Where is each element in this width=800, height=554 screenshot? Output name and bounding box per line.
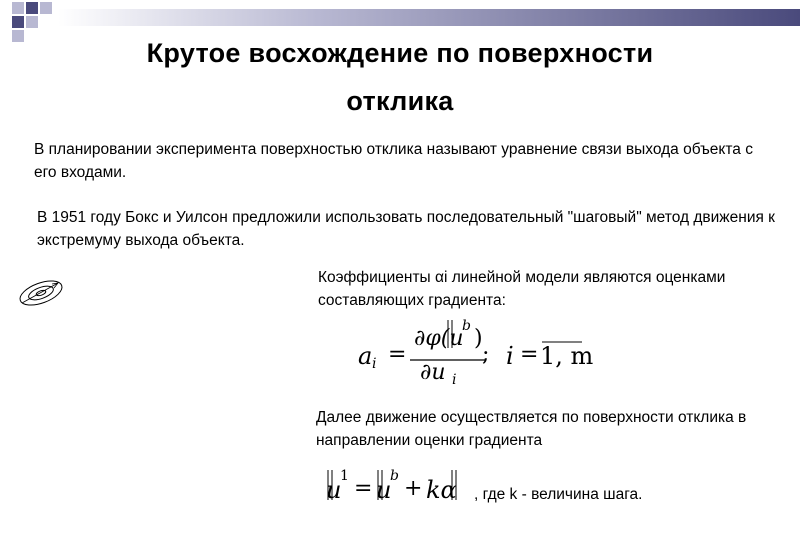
paragraph-response-surface: В планировании эксперимента поверхностью отклика называют уравнение связи выхода объекта с его входами. (34, 141, 753, 181)
formula1-index: i (506, 342, 514, 370)
formula1-numerator-close: ) (474, 326, 483, 351)
formula2-equals: = (354, 476, 373, 501)
slide-title-line1: Крутое восхождение по поверхности (146, 38, 654, 68)
decor-square (26, 16, 38, 28)
header-decoration (0, 0, 800, 38)
formula1-norm-bars (446, 318, 476, 352)
formula2-lhs: u (326, 476, 342, 504)
formula1-separator: ; (482, 342, 490, 367)
paragraph-gradient-motion: Далее движение осуществляется по поверхности отклика в направлении оценки градиента (316, 409, 747, 449)
decor-square (40, 2, 52, 14)
formula2-plus: + (404, 476, 423, 501)
header-gradient-band (58, 9, 800, 26)
decor-square (26, 2, 38, 14)
paragraph-coefficients: Коэффициенты αi линейной модели являются оценками составляющих градиента: (318, 269, 726, 309)
formula1-range: 1, m (540, 342, 594, 370)
formula1-denominator: ∂u (420, 360, 446, 385)
paragraph-box-wilson: В 1951 году Бокс и Уилсон предложили использовать последовательный "шаговый" метод движения к экстремуму выхода объекта. (37, 209, 775, 249)
formula1-lhs: a (358, 342, 373, 370)
decor-square (12, 16, 24, 28)
formula1-numerator: ∂φ(u (414, 326, 464, 351)
formula2-term1-sup: b (390, 468, 399, 484)
formula1-numerator-sup: b (462, 318, 471, 334)
decor-square (12, 2, 24, 14)
formula1-equals2: = (520, 342, 539, 367)
formula2-term2: kα (426, 476, 457, 504)
response-surface-sketch-icon (16, 276, 68, 310)
formula2-term1: u (376, 476, 392, 504)
formula1-denominator-sub: i (452, 372, 457, 388)
slide-title-line2: отклика (346, 86, 454, 116)
formula2-lhs-sup: 1 (340, 468, 349, 484)
formula1-equals: = (388, 342, 407, 367)
step-size-caption: , где k - величина шага. (474, 486, 643, 503)
formula1-lhs-sub: i (372, 356, 377, 372)
